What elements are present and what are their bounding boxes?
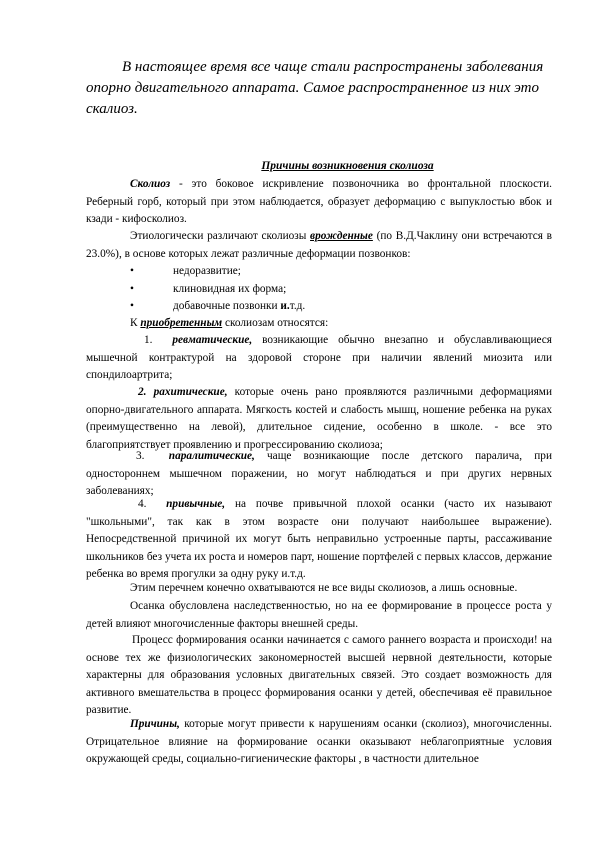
bullet-text-tail: т.д. xyxy=(289,300,306,312)
term-causes: Причины, xyxy=(130,718,180,730)
item-rheumatic xyxy=(86,332,552,385)
paragraph-summary xyxy=(86,580,552,598)
bullet-marker: • xyxy=(130,300,134,312)
intro-line-3: скалиоз. xyxy=(86,101,138,117)
bullet-marker: • xyxy=(130,265,134,277)
intro-line-1: В настоящее время все чаще стали распространены заболевания xyxy=(122,59,544,75)
item-term: ревматические, xyxy=(172,334,253,346)
intro-paragraph xyxy=(86,57,546,120)
bullet-text-bold: и. xyxy=(280,300,290,312)
item-number: 2. xyxy=(138,386,147,398)
bullet-text: недоразвитие; xyxy=(173,265,241,277)
item-number: 3. xyxy=(136,450,145,462)
item-habitual xyxy=(86,496,552,584)
congenital-text: (по В.Д.Чаклину они встречаются в 23.0%), в основе которых лежат различные деформации позвонков: xyxy=(86,230,552,260)
section-heading xyxy=(0,156,595,174)
item-term: привычные, xyxy=(166,498,226,510)
posture-formation-text: Процесс формирования осанки начинается с самого раннего возраста и происходи! на основе тех же физиологических закономерностей высшей нервной деятельности, которые характерны для образования условных двигательных связей. Это создает возможность для активного вмешательства в процесс формирования осанки у детей, обеспечивая её правильное развитие. xyxy=(86,634,552,716)
paragraph-acquired xyxy=(86,315,552,333)
item-term: рахитические, xyxy=(153,386,228,398)
definition-text: - это боковое искривление позвоночника во фронтальной плоскости. Реберный горб, который при этом наблюдается, образует деформацию с выпуклостью вбок и кзади - кифосколиоз. xyxy=(86,178,552,225)
item-text: которые очень рано проявляются различными деформациями опорно-двигательного аппарата. Мягкость костей и слабость мышц, ношение ребенка на руках (преимущественно на левой), длительное сидение, особенно в школе. - все это благоприятствует проявлению и прогрессированию сколиоза; xyxy=(86,386,553,451)
item-term: паралитические, xyxy=(168,450,255,462)
paragraph-posture-heredity xyxy=(86,598,552,633)
congenital-lead: Этиологически различают сколиозы xyxy=(130,230,311,242)
causes-text: которые могут привести к нарушениям осанки (сколиоз), многочисленны. Отрицательное влияние на формирование осанки оказывают неблагоприятные условия окружающей среды, социально-гигиенические факторы , в частности длительное xyxy=(86,718,552,765)
posture-heredity-text: Осанка обусловлена наследственностью, но на ее формирование в процессе роста у детей влияют многочисленные факторы внешней среды. xyxy=(86,600,552,630)
item-text: чаще возникающие после детского паралича, при одностороннем мышечном поражении, но могут наблюдаться и при других нервных заболеваниях; xyxy=(86,450,552,497)
paragraph-posture-formation xyxy=(86,632,552,720)
item-rachitic xyxy=(86,384,552,454)
item-paralytic xyxy=(86,448,552,501)
paragraph-causes xyxy=(86,716,552,769)
item-number: 1. xyxy=(144,334,153,346)
section-heading-text: Причины возникновения сколиоза xyxy=(261,160,434,172)
bullet-marker: • xyxy=(130,283,134,295)
term-acquired: приобретенным xyxy=(140,317,223,329)
intro-line-2: опорно двигательного аппарата. Самое распространенное из них это xyxy=(86,80,540,96)
bullet-text xyxy=(173,298,305,316)
paragraph-congenital xyxy=(86,228,552,263)
acquired-lead: К xyxy=(130,317,141,329)
term-scoliosis: Сколиоз xyxy=(130,178,171,190)
item-text: на почве привычной плохой осанки (часто их называют "школьными", так как в этом возрасте они получают наибольшее выражение). Непосредственной причиной их могут быть неправильно устроенные парты, рассаживание школьников без учета их роста и номеров парт, ношение портфелей с первых классов, держание ребенка во время прогулки за одну руку и.т.д. xyxy=(86,498,552,580)
term-congenital: врожденные xyxy=(310,230,373,242)
summary-text: Этим перечнем конечно охватываются не все виды сколиозов, а лишь основные. xyxy=(130,582,518,594)
bullet-text-main: добавочные позвонки xyxy=(173,300,281,312)
item-text: возникающие обычно внезапно и обуславливающиеся мышечной контрактурой на здоровой стороне при наличии явлений миозита или спондилоартрита; xyxy=(86,334,552,381)
paragraph-scoliosis-definition xyxy=(86,176,552,229)
bullet-text: клиновидная их форма; xyxy=(173,283,287,295)
acquired-text: сколиозам относятся: xyxy=(222,317,329,329)
item-number: 4. xyxy=(138,498,147,510)
